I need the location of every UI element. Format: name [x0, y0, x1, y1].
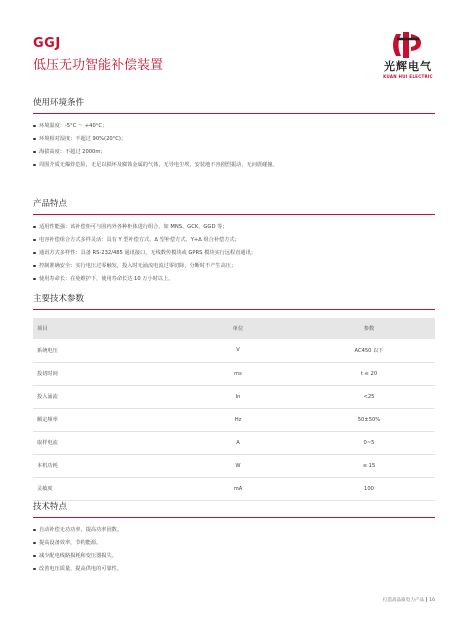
table-row — [33, 362, 435, 385]
cell-value: 50±50% — [303, 408, 435, 431]
table-row — [33, 477, 435, 500]
logo-mark-icon — [388, 30, 428, 60]
logo-name: 光辉电气 — [384, 60, 432, 73]
cell-value: ≤ 15 — [303, 454, 435, 477]
features-section — [33, 197, 435, 288]
list-item: 控制准确安全：实行电压过零触发，投入时无涌流电流过零切除，分断时不产生高压； — [33, 262, 435, 270]
cell-value: t ≤ 20 — [303, 362, 435, 385]
list-item: 周围介质无爆炸危险，无足以损坏及腐蚀金属的气体，无导电尘埃，安装地不容剧烈振动，无问震碰撞。 — [33, 161, 435, 169]
list-item: 环境温度：-5°C ～ +40°C； — [33, 122, 435, 130]
list-item: 适用性能强：该补偿柜可与国内外各种柜体进行组合，如 MNS、GCK、GGD 等； — [33, 223, 435, 231]
specs-title: 主要技术参数 — [33, 292, 435, 310]
list-item: 改善电压质量，提高供电的可靠性。 — [33, 565, 435, 573]
tech-list — [33, 526, 435, 573]
list-item: 电容补偿组合方式多样灵活：具有 Y 型补偿方式、Δ 型补偿方式、Y+Δ 组合补偿方式； — [33, 236, 435, 244]
page-footer — [383, 597, 435, 603]
cell-value: 100 — [303, 477, 435, 500]
cell-unit: A — [173, 431, 303, 454]
cell-unit: Hz — [173, 408, 303, 431]
table-row — [33, 408, 435, 431]
specs-table — [33, 318, 435, 501]
cell-item: 额定频率 — [33, 408, 173, 431]
cell-item: 灵敏度 — [33, 477, 173, 500]
column-header-value: 参数 — [303, 318, 435, 339]
list-item: 提高设备效率，节约能源。 — [33, 539, 435, 547]
cell-item: 投切时间 — [33, 362, 173, 385]
list-item: 自动补偿无功功率，提高功率因数。 — [33, 526, 435, 534]
cell-value: 0~5 — [303, 431, 435, 454]
cell-value: <25 — [303, 385, 435, 408]
table-row — [33, 339, 435, 362]
list-item: 使用寿命长：在免维护下，使用寿命长达 10 万小时以上。 — [33, 275, 435, 283]
cell-item: 投入涌流 — [33, 385, 173, 408]
page-number: 16 — [429, 598, 435, 603]
list-item: 环境相对湿度：不超过 90%(20°C)； — [33, 135, 435, 143]
footer-text: 打造高品质电力产品 — [382, 598, 425, 603]
features-list — [33, 223, 435, 283]
cell-unit: V — [173, 339, 303, 362]
cell-unit: mA — [173, 477, 303, 500]
company-logo — [378, 30, 438, 78]
env-list — [33, 122, 435, 169]
table-header-row — [33, 318, 435, 339]
cell-item: 取样电流 — [33, 431, 173, 454]
column-header-unit: 单位 — [173, 318, 303, 339]
cell-item: 系统电压 — [33, 339, 173, 362]
page-header — [33, 36, 163, 73]
cell-item: 本机功耗 — [33, 454, 173, 477]
product-model: GGJ — [33, 36, 61, 51]
list-item: 通讯方式多样性：具备 RS-232/485 通讯接口，无线数传模块或 GPRS 模块实行远程直通讯； — [33, 249, 435, 257]
product-title: 低压无功智能补偿装置 — [33, 58, 164, 73]
cell-unit: ms — [173, 362, 303, 385]
table-row — [33, 454, 435, 477]
cell-unit: In — [173, 385, 303, 408]
list-item: 减少配电线路损耗和变压器损失。 — [33, 552, 435, 560]
env-section — [33, 96, 435, 174]
table-row — [33, 385, 435, 408]
tech-title: 技术特点 — [33, 500, 435, 518]
specs-section — [33, 292, 435, 501]
features-title: 产品特点 — [33, 197, 435, 215]
cell-value: AC450 以下 — [303, 339, 435, 362]
cell-unit: W — [173, 454, 303, 477]
env-title: 使用环境条件 — [33, 96, 435, 114]
table-row — [33, 431, 435, 454]
list-item: 海拔高度：不超过 2000m； — [33, 148, 435, 156]
logo-subtitle: KUAN HUI ELECTRIC — [383, 74, 433, 79]
footer-divider — [426, 597, 427, 602]
tech-section — [33, 500, 435, 578]
column-header-item: 项目 — [33, 318, 173, 339]
